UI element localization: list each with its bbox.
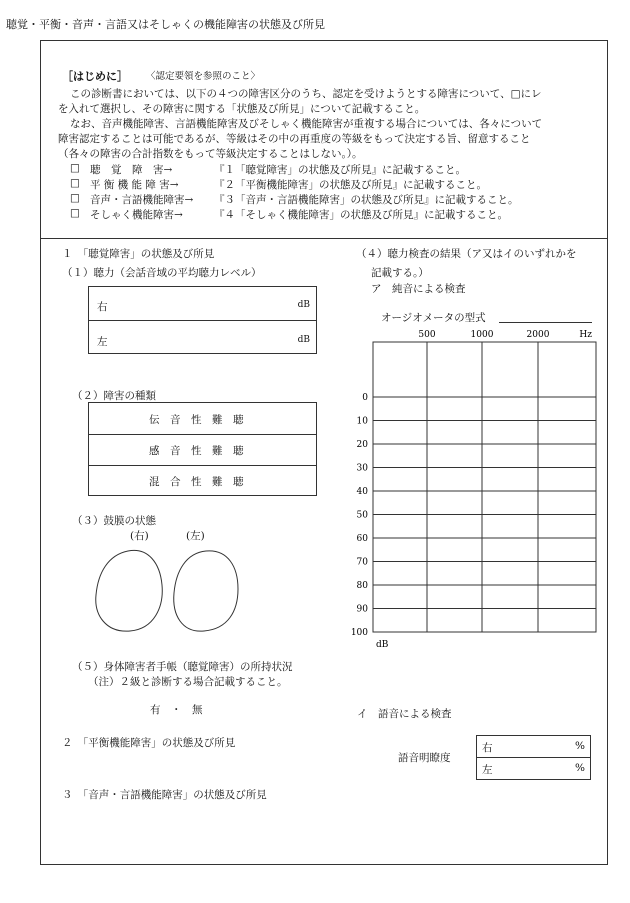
intro-line: を入れて選択し、その障害に関する「状態及び所見」について記載すること。 xyxy=(58,103,426,115)
intro-line: なお、音声機能障害、言語機能障害及びそしゃく機能障害が重複する場合については、各々について xyxy=(70,118,543,130)
choice-label: 聴 覚 障 害→ xyxy=(90,164,173,176)
audiogram-db-label: 70 xyxy=(356,557,368,568)
audiogram-db-unit: dB xyxy=(376,640,389,650)
hearing-side: 左 xyxy=(97,336,108,348)
eardrum-right-outline xyxy=(96,550,162,631)
audiogram-db-labels xyxy=(351,393,368,638)
section-1-4-title-cont: 記載する。） xyxy=(371,267,429,279)
choice-checkbox[interactable]: □ xyxy=(70,192,80,204)
choice-label: 平 衡 機 能 障 害→ xyxy=(90,179,179,191)
audiogram-db-label: 100 xyxy=(350,628,368,638)
audiogram-chart xyxy=(340,325,610,655)
audiogram-frequency-label: 1000 xyxy=(470,330,494,340)
audiogram-border xyxy=(373,342,596,632)
choice-text: 『１「聴覚障害」の状態及び所見』に記載すること。 xyxy=(214,164,466,176)
intro-line: （各々の障害の合計指数をもって等級決定することはしない。）。 xyxy=(58,148,363,160)
section-1-5-note: （注）２級と診断する場合記載すること。 xyxy=(88,676,288,688)
section-1-5-title: （５）身体障害者手帳（聴覚障害）の所持状況 xyxy=(72,661,293,673)
section-divider xyxy=(40,238,608,239)
choice-checkbox[interactable]: □ xyxy=(70,177,80,189)
intro-heading: ［はじめに］ xyxy=(62,70,128,83)
audiogram-db-label: 30 xyxy=(356,463,368,474)
audiogram-db-label: 20 xyxy=(356,440,368,450)
choice-text: 『３「音声・言語機能障害」の状態及び所見』に記載すること。 xyxy=(214,194,519,206)
audiogram-db-label: 80 xyxy=(356,581,368,591)
type-conductive: 伝 音 性 難 聴 xyxy=(149,414,244,426)
choice-label: そしゃく機能障害→ xyxy=(90,209,183,221)
intro-line: 障害認定することは可能であるが、等級はその中の再重度の等級をもって決定する旨、留意すること xyxy=(58,133,531,145)
eardrum-diagram xyxy=(90,545,250,635)
hearing-side: 右 xyxy=(97,301,108,313)
section-2-title: ２ 「平衡機能障害」の状態及び所見 xyxy=(62,737,236,749)
hearing-unit: dB xyxy=(297,300,310,310)
audiogram-frequency-label: 2000 xyxy=(526,330,550,340)
audiometer-label: オージオメータの型式 xyxy=(381,312,486,324)
ear-left-label: (左) xyxy=(186,530,205,542)
audiogram-db-label: 10 xyxy=(356,416,368,427)
audiogram-frequency-label: Hz xyxy=(579,330,592,340)
speech-unit: % xyxy=(575,762,585,774)
hearing-type-table xyxy=(88,402,317,496)
page-title: 聴覚・平衡・音声・言語又はそしゃくの機能障害の状態及び所見 xyxy=(6,18,325,31)
choice-checkbox[interactable]: □ xyxy=(70,207,80,219)
audiometer-input-line[interactable] xyxy=(499,322,592,323)
intro-note: 〈認定要領を参照のこと〉 xyxy=(146,71,261,82)
choice-checkbox[interactable]: □ xyxy=(70,162,80,174)
section-1-3-title: （３）鼓膜の状態 xyxy=(72,515,156,527)
pure-tone-title: ア 純音による検査 xyxy=(371,283,466,295)
section-1-2-title: （２）障害の種類 xyxy=(72,390,156,402)
section-1-title: １ 「聴覚障害」の状態及び所見 xyxy=(62,248,215,260)
eardrum-left-outline xyxy=(174,551,238,631)
audiogram-db-label: 90 xyxy=(356,604,368,615)
intro-line: この診断書においては、以下の４つの障害区分のうち、認定を受けようとする障害について、□にレ xyxy=(70,88,542,100)
audiogram-db-label: 0 xyxy=(362,393,368,403)
audiogram-grid xyxy=(373,342,596,632)
choice-label: 音声・言語機能障害→ xyxy=(90,194,194,206)
speech-test-title: イ 語音による検査 xyxy=(357,708,452,720)
hearing-level-table xyxy=(88,286,317,354)
audiogram-db-label: 50 xyxy=(356,510,368,521)
speech-side: 右 xyxy=(482,742,493,754)
speech-clarity-table xyxy=(476,735,591,780)
section-1-4-title: （４）聴力検査の結果（ア又はイのいずれかを xyxy=(356,248,577,260)
audiogram-frequency-labels xyxy=(418,330,592,340)
speech-clarity-label: 語音明瞭度 xyxy=(398,752,451,764)
audiogram-db-label: 40 xyxy=(356,487,368,497)
speech-side: 左 xyxy=(482,764,493,776)
hearing-unit: dB xyxy=(297,335,310,345)
audiogram-frequency-label: 500 xyxy=(418,330,436,340)
section-1-1-title: （１）聴力（会話音域の平均聴力レベル） xyxy=(62,267,262,279)
type-mixed: 混 合 性 難 聴 xyxy=(149,476,244,488)
speech-unit: % xyxy=(575,740,585,752)
handbook-choice[interactable]: 有 ・ 無 xyxy=(150,704,203,716)
section-3-title: ３ 「音声・言語機能障害」の状態及び所見 xyxy=(62,789,267,801)
audiogram-db-label: 60 xyxy=(356,534,368,544)
ear-right-label: (右) xyxy=(130,530,149,542)
type-sensorineural: 感 音 性 難 聴 xyxy=(149,445,244,457)
choice-text: 『４「そしゃく機能障害」の状態及び所見』に記載すること。 xyxy=(214,209,508,221)
choice-text: 『２「平衡機能障害」の状態及び所見』に記載すること。 xyxy=(214,179,487,191)
